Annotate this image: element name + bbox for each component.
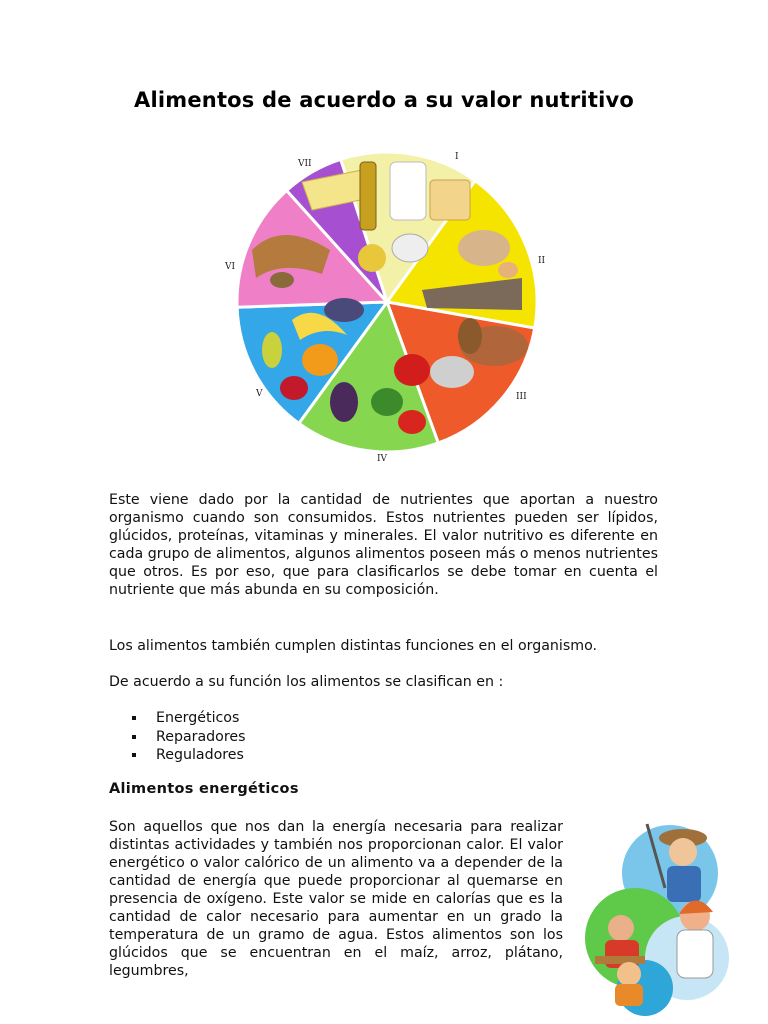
classification-list xyxy=(128,709,246,765)
energy-paragraph: Son aquellos que nos dan la energía necesaria para realizar distintas actividades y también nos proporcionan calor. El valor energético o valor calórico de un alimento va a depender de la cantidad de energía que puede proporcionar al quemarse en presencia de oxígeno. Este valor se mide en calorías que es la cantidad de calor necesario para aumentar en un grado la temperatura de un gramo de agua. Estos alimentos son los glúcidos que se encuentran en el maíz, arroz, plátano, legumbres, xyxy=(109,819,563,979)
wheel-label-iv: IV xyxy=(377,454,388,464)
wheel-label-vii: VII xyxy=(298,159,312,169)
food-wheel-graphic xyxy=(222,140,552,470)
wheel-label-vi: VI xyxy=(225,262,236,272)
list-item: Energéticos xyxy=(128,709,246,728)
section-heading: Alimentos energéticos xyxy=(109,781,299,797)
wheel-label-ii: II xyxy=(538,256,546,266)
page-title: Alimentos de acuerdo a su valor nutritivo xyxy=(134,88,634,112)
wheel-label-v: V xyxy=(256,389,263,399)
cartoon-illustration xyxy=(575,818,747,1018)
list-item: Reguladores xyxy=(128,746,246,765)
list-item: Reparadores xyxy=(128,728,246,747)
food-wheel xyxy=(222,140,552,470)
wheel-label-i: I xyxy=(455,152,459,162)
functions-paragraph: Los alimentos también cumplen distintas funciones en el organismo. xyxy=(109,638,598,654)
wheel-label-iii: III xyxy=(516,392,527,402)
intro-paragraph: Este viene dado por la cantidad de nutrientes que aportan a nuestro organismo cuando son consumidos. Estos nutrientes pueden ser lípidos, glúcidos, proteínas, vitaminas y minerales. El valor nutritivo es diferente en cada grupo de alimentos, algunos alimentos poseen más o menos nutrientes que otros. Es por eso, que para clasificarlos se debe tomar en cuenta el nutriente que más abunda en su composición. xyxy=(109,492,658,598)
classification-paragraph: De acuerdo a su función los alimentos se clasifican en : xyxy=(109,674,504,690)
